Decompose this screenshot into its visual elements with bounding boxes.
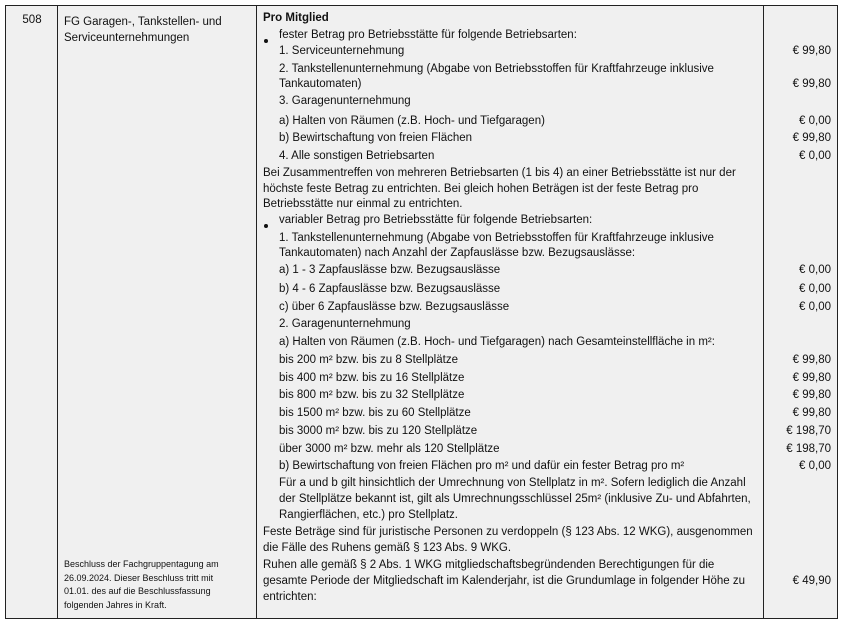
section-heading: Pro Mitglied [263,12,329,24]
amount-value: € 198,70 [786,425,831,437]
bullet-icon [264,224,268,228]
description-line: entrichten: [263,591,317,603]
description-line: der Stellplätze bekannt ist, gilt als Umrechnungsschlüssel 25m² (inklusive Zu- und Abfahrten, [279,493,751,505]
description-line: 4. Alle sonstigen Betriebsarten [279,150,435,162]
row-number: 508 [22,14,42,26]
note-line: 01.01. des auf die Beschlussfassung [64,586,211,596]
description-line: variabler Betrag pro Betriebsstätte für folgende Betriebsarten: [279,214,593,226]
description-line: Tankautomaten) nach Anzahl der Zapfauslässe bzw. Bezugsauslässe: [279,247,636,259]
group-name [64,14,254,46]
description-line: 2. Tankstellenunternehmung (Abgabe von Betriebsstoffen für Kraftfahrzeuge inklusive [279,63,714,75]
description-line: b) Bewirtschaftung von freien Flächen [279,132,473,144]
description-column [257,6,764,618]
description-line: b) Bewirtschaftung von freien Flächen pro m² und dafür ein fester Betrag pro m² [279,460,685,472]
fee-table [5,5,838,619]
amount-value: € 0,00 [799,264,831,276]
description-line: a) 1 - 3 Zapfauslässe bzw. Bezugsauslässe [279,264,501,276]
description-line: bis 3000 m² bzw. bis zu 120 Stellplätze [279,425,478,437]
description-line: Tankautomaten) [279,78,362,90]
amount-value: € 99,80 [792,45,831,57]
group-column [58,6,257,618]
amount-value: € 0,00 [799,283,831,295]
description-line: höchste feste Betrag zu entrichten. Bei gleich hohen Beträgen ist der feste Betrag pro [263,183,699,195]
amount-value: € 99,80 [792,354,831,366]
group-name-line2: Serviceunternehmungen [64,32,190,44]
description-line: a) Halten von Räumen (z.B. Hoch- und Tiefgaragen) nach Gesamteinstellfläche in m²: [279,336,715,348]
amount-value: € 99,80 [792,78,831,90]
amount-value: € 49,90 [792,575,831,587]
description-line: Bei Zusammentreffen von mehreren Betriebsarten (1 bis 4) an einer Betriebsstätte ist nur der [263,167,736,179]
description-line: 2. Garagenunternehmung [279,318,411,330]
amount-value: € 99,80 [792,132,831,144]
amount-value: € 198,70 [786,443,831,455]
amount-value: € 99,80 [792,407,831,419]
description-line: Feste Beträge sind für juristische Personen zu verdoppeln (§ 123 Abs. 12 WKG), ausgenommen [263,526,753,538]
note-line: 26.09.2024. Dieser Beschluss tritt mit [64,572,214,583]
amount-value: € 0,00 [799,460,831,472]
description-line: 1. Serviceunternehmung [279,45,405,57]
description-line: 3. Garagenunternehmung [279,95,411,107]
number-column [6,6,58,618]
description-line: a) Halten von Räumen (z.B. Hoch- und Tiefgaragen) [279,115,545,127]
amount-value: € 99,80 [792,372,831,384]
amount-value: € 99,80 [792,389,831,401]
description-line: bis 400 m² bzw. bis zu 16 Stellplätze [279,372,465,384]
description-line: 1. Tankstellenunternehmung (Abgabe von Betriebsstoffen für Kraftfahrzeuge inklusive [279,232,714,244]
group-name-line1: FG Garagen-, Tankstellen- und [64,16,222,28]
description-line: c) über 6 Zapfauslässe bzw. Bezugsauslässe [279,301,510,313]
description-line: bis 1500 m² bzw. bis zu 60 Stellplätze [279,407,471,419]
amount-column [764,6,837,618]
amount-value: € 0,00 [799,150,831,162]
amount-value: € 0,00 [799,301,831,313]
description-line: Ruhen alle gemäß § 2 Abs. 1 WKG mitgliedschaftsbegründenden Berechtigungen für die [263,559,715,571]
description-line: bis 800 m² bzw. bis zu 32 Stellplätze [279,389,465,401]
bullet-icon [264,39,268,43]
description-line: bis 200 m² bzw. bis zu 8 Stellplätze [279,354,458,366]
description-line: Betriebsstätte nur einmal zu entrichten. [263,198,463,210]
description-line: Rangierflächen, etc.) pro Stellplatz. [279,509,458,521]
description-line: gesamte Periode der Mitgliedschaft im Kalenderjahr, ist die Grundumlage in folgender Höhe zu [263,575,745,587]
description-line: über 3000 m² bzw. mehr als 120 Stellplätze [279,443,500,455]
amount-value: € 0,00 [799,115,831,127]
description-line: Für a und b gilt hinsichtlich der Umrechnung von Stellplatz in m². Sofern lediglich die Anzahl [279,477,746,489]
description-line: fester Betrag pro Betriebsstätte für folgende Betriebsarten: [279,29,577,41]
note-line: Beschluss der Fachgruppentagung am [64,559,219,569]
description-line: b) 4 - 6 Zapfauslässe bzw. Bezugsauslässe [279,283,501,295]
resolution-note [64,558,250,612]
note-line: folgenden Jahres in Kraft. [64,599,167,610]
description-line: die Fälle des Ruhens gemäß § 123 Abs. 9 WKG. [263,542,512,554]
